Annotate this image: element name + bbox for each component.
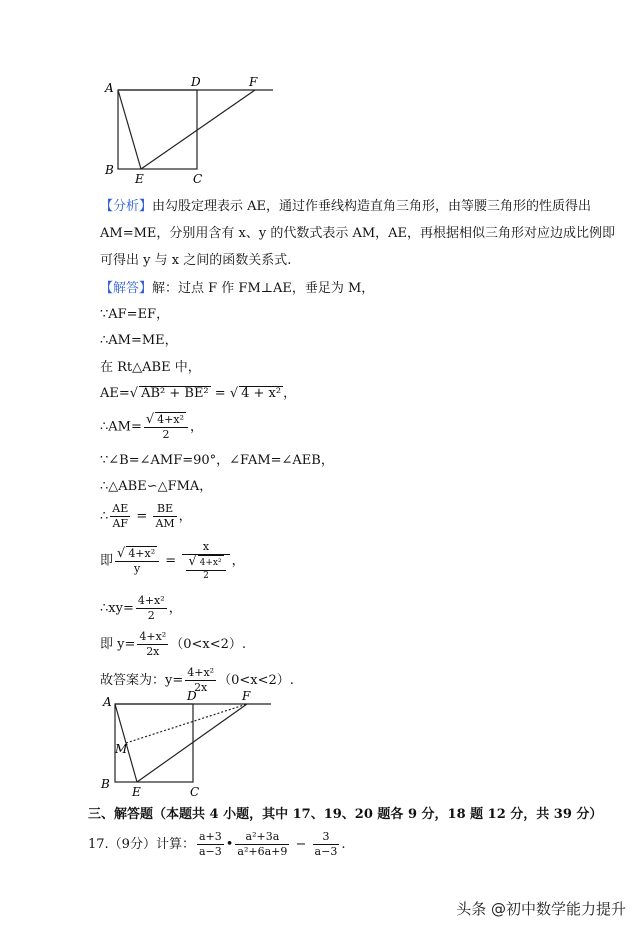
analysis-line-2: AM=ME，分别用含有 x、y 的代数式表示 AM，AE，再根据相似三角形对应边成比例即: [100, 226, 616, 241]
figure-1: [95, 70, 285, 190]
step-1: ∵AF=EF，: [100, 307, 170, 322]
fig2-label-B: B: [101, 777, 110, 791]
analysis-tag: 【分析】: [100, 199, 153, 214]
fig2-label-D: D: [187, 690, 197, 703]
solution-intro: 【解答】解：过点 F 作 FM⊥AE，垂足为 M，: [100, 281, 375, 296]
figure-2: [95, 690, 285, 802]
fig2-label-M: M: [115, 742, 128, 756]
fig2-label-E: E: [132, 785, 141, 799]
fig2-label-F: F: [242, 690, 251, 703]
step-2: ∴AM=ME，: [100, 333, 178, 348]
question-17: 17.（9分）计算： $\frac{a+3}{a-3}$ • $\frac{\text{a²+3a}}{\text{a²+6a+9}}$ − $\frac{3}{a-3}$ .: [88, 830, 346, 858]
fig2-label-C: C: [190, 785, 200, 799]
watermark: 头条 @初中数学能力提升: [456, 900, 626, 918]
label-A: A: [105, 81, 114, 95]
step-5: ∴AM= $\frac{\text{√ 4+x²}}{2}$ ，: [100, 412, 204, 441]
analysis-line-1: 【分析】由勾股定理表示 AE，通过作垂线构造直角三角形，由等腰三角形的性质得出: [100, 199, 592, 214]
fig2-label-A: A: [103, 695, 112, 709]
step-4: AE=√ AB² + BE² = √ 4 + x² ，: [100, 386, 297, 401]
label-B: B: [105, 163, 114, 177]
step-11: 即 y= $\frac{\text{4+x²}}{2x}$ （0<x<2）.: [100, 630, 247, 658]
label-D: D: [191, 75, 201, 89]
label-C: C: [193, 172, 203, 186]
section-3-heading: 三、解答题（本题共 4 小题，其中 17、19、20 题各 9 分，18 题 12 分，共 39 分）: [88, 807, 603, 822]
step-7: ∴△ABE∽△FMA，: [100, 479, 213, 494]
step-3: 在 Rt△ABE 中，: [100, 360, 201, 375]
step-8: ∴ $\frac{AE}{AF}$ = $\frac{BE}{AM}$ ，: [100, 502, 192, 530]
analysis-line-3: 可得出 y 与 x 之间的函数关系式.: [100, 253, 292, 268]
label-F: F: [249, 75, 258, 89]
step-9: 即 $\frac{\text{√ 4+x²}}{y}$ = $\frac{x}{\frac{\text{√ 4+x²}}{2}}$ ，: [100, 540, 245, 581]
step-6: ∵∠B=∠AMF=90°，∠FAM=∠AEB，: [100, 453, 334, 468]
solution-tag: 【解答】: [100, 281, 153, 296]
label-E: E: [135, 172, 144, 186]
final-answer: 故答案为：y= $\frac{\text{4+x²}}{2x}$ （0<x<2）.: [100, 666, 294, 694]
step-10: ∴xy= $\frac{\text{4+x²}}{2}$ ，: [100, 594, 182, 622]
